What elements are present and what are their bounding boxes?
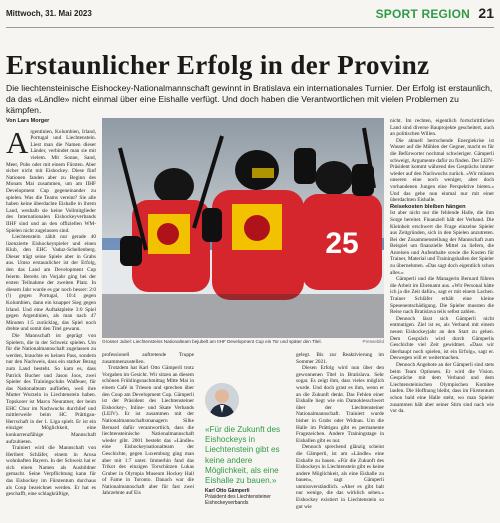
paragraph: gelegt. Bis zur Reaktivierung im Sommer 2021. (296, 352, 384, 365)
pull-quote: «Für die Zukunft des Eishockeys in Liechtenstein gibt es keine andere Möglichkeit, als eine Eishalle zu bauen.» (205, 425, 281, 486)
paragraph: professionell auftretende Truppe zusammenzustellen. (102, 352, 194, 365)
portrait-illustration (205, 383, 239, 417)
paragraph: nicht. Im rechten, eigentlich fortschrittlichen Land sind diverse Bauprojekte gescheitert, auch an politischen Willen. (390, 118, 494, 138)
paragraph: Die aktuell herrschende Energiekrise ist Wasser auf die Mühlen der Gegner, macht es für die Befürworter nochmal schwieriger. Gämperli schweigt, Argumente dafür zu finden. Der LEIV-Präsident kommt während des Gesprächs immer wieder auf den Nachwuchs zurück. «Wir müssen unseren eine noch weniger, aber doch vorhandenen Jungen eine Perspektive bieten.» Und das gehe nun einmal nur mit einer überdachten Eishalle. (390, 137, 494, 204)
header-rule (6, 27, 494, 28)
section-title: SPORT REGION (375, 7, 470, 21)
svg-text:25: 25 (325, 227, 359, 260)
article-column-2 (102, 352, 194, 518)
quote-author-name: Karl Otto Gämperli (205, 488, 250, 494)
paragraph: Ist aber nicht nur die fehlende Halle, die ihm Sorge bereitet. Finanziell hält der Verband. Die Kleinheit erschwert die Frage einzelne Spieler aus Zeitgründen, sich in den Spielen anzutreten. Bei der Zusammenstellung der Mannschaft zum Beispiel um finanzielle Mittel zu liefern, die Anreisen und Aufenthalte sowie die Kosten für Trainer, Material und Trainingshallen der Spieler zu übernehmen. «Das sagt doch eigentlich schon alles.» (390, 210, 494, 276)
paragraph: Gämperli und die Managerin Bernard führen die Arbeit im Ehrenamt aus. «Wir Personal hätte ich ja die Zeit dafür», sagt er mit einem Lachen. Trainer Schläfer erhält eine kleine Spesenentschädigung. Die Spieler mussten die Reise nach Bratislava teils selbst zahlen. (390, 276, 494, 316)
quote-author-role: Präsident des Liechtensteiner Eishockeyverbands (205, 494, 271, 506)
paragraph: Diesen Erfolg wird nun über den gewonnenen Titel in Bratislava. Sehr sogar. Es zeigt ihm, dass vieles möglich wurde. Und doch grast es ihm, wenn er an die Zukunft denkt. Das Fehlen einer Eishalle liegt wie ein Damoklesschwert über der Liechtensteiner Nationalmannschaft. Trainiert wurde bisher in Grabs oder Widnau. Um die Halle im Prättigau gibt es permanente Fragezeichen. Andere Trainingstage in Eishallen gibt es nur. (296, 365, 384, 444)
photo-caption (102, 339, 384, 344)
photo-illustration (102, 118, 384, 338)
paragraph: Dennoch lässt sich Gämperli nicht entmutigen. Ziel ist es, als Verband mit einem neuen Eishockeyjahr an den Start zu gehen. Dem Gespräch wird durch Gämperlis Geschichte viel Zeit gewidmet. «Dass wir überhaupt noch spielen, ist ein Erfolg», sagt er. Deswegen will er weitermachen. (390, 315, 494, 362)
paragraph: rgentinien, Kolumbien, Irland, Portugal und Liechtenstein. Liest man die Namen dieser Länder, verbindet man sie mit vielem. Mit Sonne, Sand, Meer, Pubs oder mit einem Fürsten. Aber sicher nicht mit Eishockey. Diese fünf Nationen fanden aber zu Beginn des Monats Mai zusammen, um am IIHF Development Cup gegeneinander zu spielen. Was die Teams vereint? Sie alle haben keine überdachte Eishalle in ihrem Land, weshalb sie keine Vollmitglieder des Internationalen Eishockeyverbands IIHF sind und an den offiziellen WM-Spielen nicht zugelassen sind. (6, 128, 96, 234)
paragraph: Trotzdem hat Karl Otto Gämperli trotz Vorgaben im Gesicht. Wir sitzen an diesem schönen Frühlingsnachmittag Mitte Mai in einem Café in Triesen und sprechen über den Coup am Development Cup. Gämperli ist der Präsident des Liechtensteiner Eishockey-, Inline- und Skate Verbands (LEIV). Er ist zusammen mit der Nationalmannschaftsmanagern Silke Bernard dafür verantwortlich, dass die liechtensteinische Nationalmannschaft wieder gibt. 2001 besteht das «Ländle» eine Eishockeynationalteam der Geschichte, gegen Luxemburg ging man aber mit 1:7 unter. Immerhin fand das Trikot des einzigen Torschützen Lukas Gruber in Olympia Museum Hockey Hall of Fame in Toronto. Danach war die Nationalmannschaft aber für fast zwei Jahrzehnte auf Eis (102, 365, 194, 497)
paragraph: Trainiert wird die Mannschaft von Heribert Schläfer, einem in Arosa wohnhaften Bayern. In der Schweiz hat er sich einen Namen als Ausbildner gemacht. Seine Verpflichtung kann für das Eishockey im Fürstentum durchaus als Coup bezeichnet werden. Er hat es geschafft, eine schlagkräftige, (6, 445, 96, 498)
photo-credit: Pressebild (362, 339, 384, 344)
page-number: 21 (478, 5, 494, 21)
paragraph: Dennoch sprechend glänzig scheint die Gämperli, ist am «Ländle» eine Eishalle zu bauen. «Für die Zukunft des Eishockeys in Liechtenstein gibt es keine andere Möglichkeit, als eine Eishalle zu bauen», sagt Gämperli unmissverständlich. «Aber es gibt halt nur wenige, die das wirklich sehen.» Eishockey existiert in Liechtenstein so gut wie (296, 444, 384, 510)
paragraph: Dennoch Angebote an der Gämperli sind stets beim Team Optionen. Er wird die Vision. Gespräche mit dem Verband und dem Liechtensteinischen Olympischen Komitee laufen. Die Hoffnung bleibt, dass im Fürstentum schon bald eine Halle steht, wo man Spieler zusammen hält aber seiner Stirn sind nach wie vor da. (390, 361, 494, 415)
page-header (0, 0, 500, 26)
article-headline: Erstaunlicher Erfolg in der Provinz (6, 50, 430, 80)
caption-text: Grosser Jubel: Liechtensteins Nationalteam bejubelt am IIHF Development Cup ein Tor und später den Titel. (102, 339, 322, 344)
article-column-1 (6, 118, 96, 518)
author-portrait (205, 383, 239, 417)
paragraph: Die Mannschaft ist geprägt von Spielern, die in der Schweiz spielen. Um für die Nationalmannschaft zugelassen zu werden, brauchte es keinen Pass, sondern nur den Nachweis, dass ein starker Bezug zum Land besteht. So kam es, dass Patrick Bucher und Jason Joos, zwei Spieler des Trainingsclubs Walfeuer, für das Nationalteam aufliefen, weil ihre Mutter Wurzeln in Liechtenstein haben. Topskorer ist Marco Neuratner, der beim EHC Chur im Nachwuchs durchlief und mittlerweile beim HC Prättigau-Herrschaft in der 1. Liga spielt. Er ist ein einziger Möglichkeit, eine konkurrenzfähige Mannschaft aufzubieten. (6, 333, 96, 445)
article-column-4 (390, 118, 494, 518)
article-lead: Die liechtensteinische Eishockey-Nationalmannschaft gewinnt in Bratislava ein internationales Turnier. Der Erfolg ist erstaunlich, da das «Ländle» nicht einmal über eine Eishalle verfügt. Und doch haben die Verantwortlichen mit vielen Problemen zu kämpfen. (6, 83, 493, 115)
article-column-3 (296, 352, 384, 518)
dropcap: A (6, 124, 29, 160)
subheading: Reisekosten bleiben hängen (390, 203, 466, 210)
hockey-team-photo (102, 118, 384, 338)
byline: Von Lars Morger (6, 118, 50, 124)
issue-date: Mittwoch, 31. Mai 2023 (6, 9, 92, 18)
paragraph: Liechtenstein zählt nur gerade 40 lizenzierte Eishockeyspieler und einen Klub, den EHC Vaduz-Schellenberg. Dieser trägt seine Spiele aber in Grabs aus. Umso erstaunlicher ist der Erfolg, den das Land am Development Cup feierte. Bereits im Vorjahr ging bei der ersten Teilnahme der zweiten Platz. In diesem Jahr wurde es gar noch besser: 2:0 (!) gegen Portugal, 10:4 gegen Kolumbien, dann ein knapper Sieg gegen Irland. Und eine Auftaktpleite 3:0 Spiel gegen Argentinien, als man nach 47 Minuten 1:5 zurücklag, das Spiel noch drehte und somit den Titel gewann. (6, 234, 96, 333)
quote-attribution (205, 488, 295, 506)
